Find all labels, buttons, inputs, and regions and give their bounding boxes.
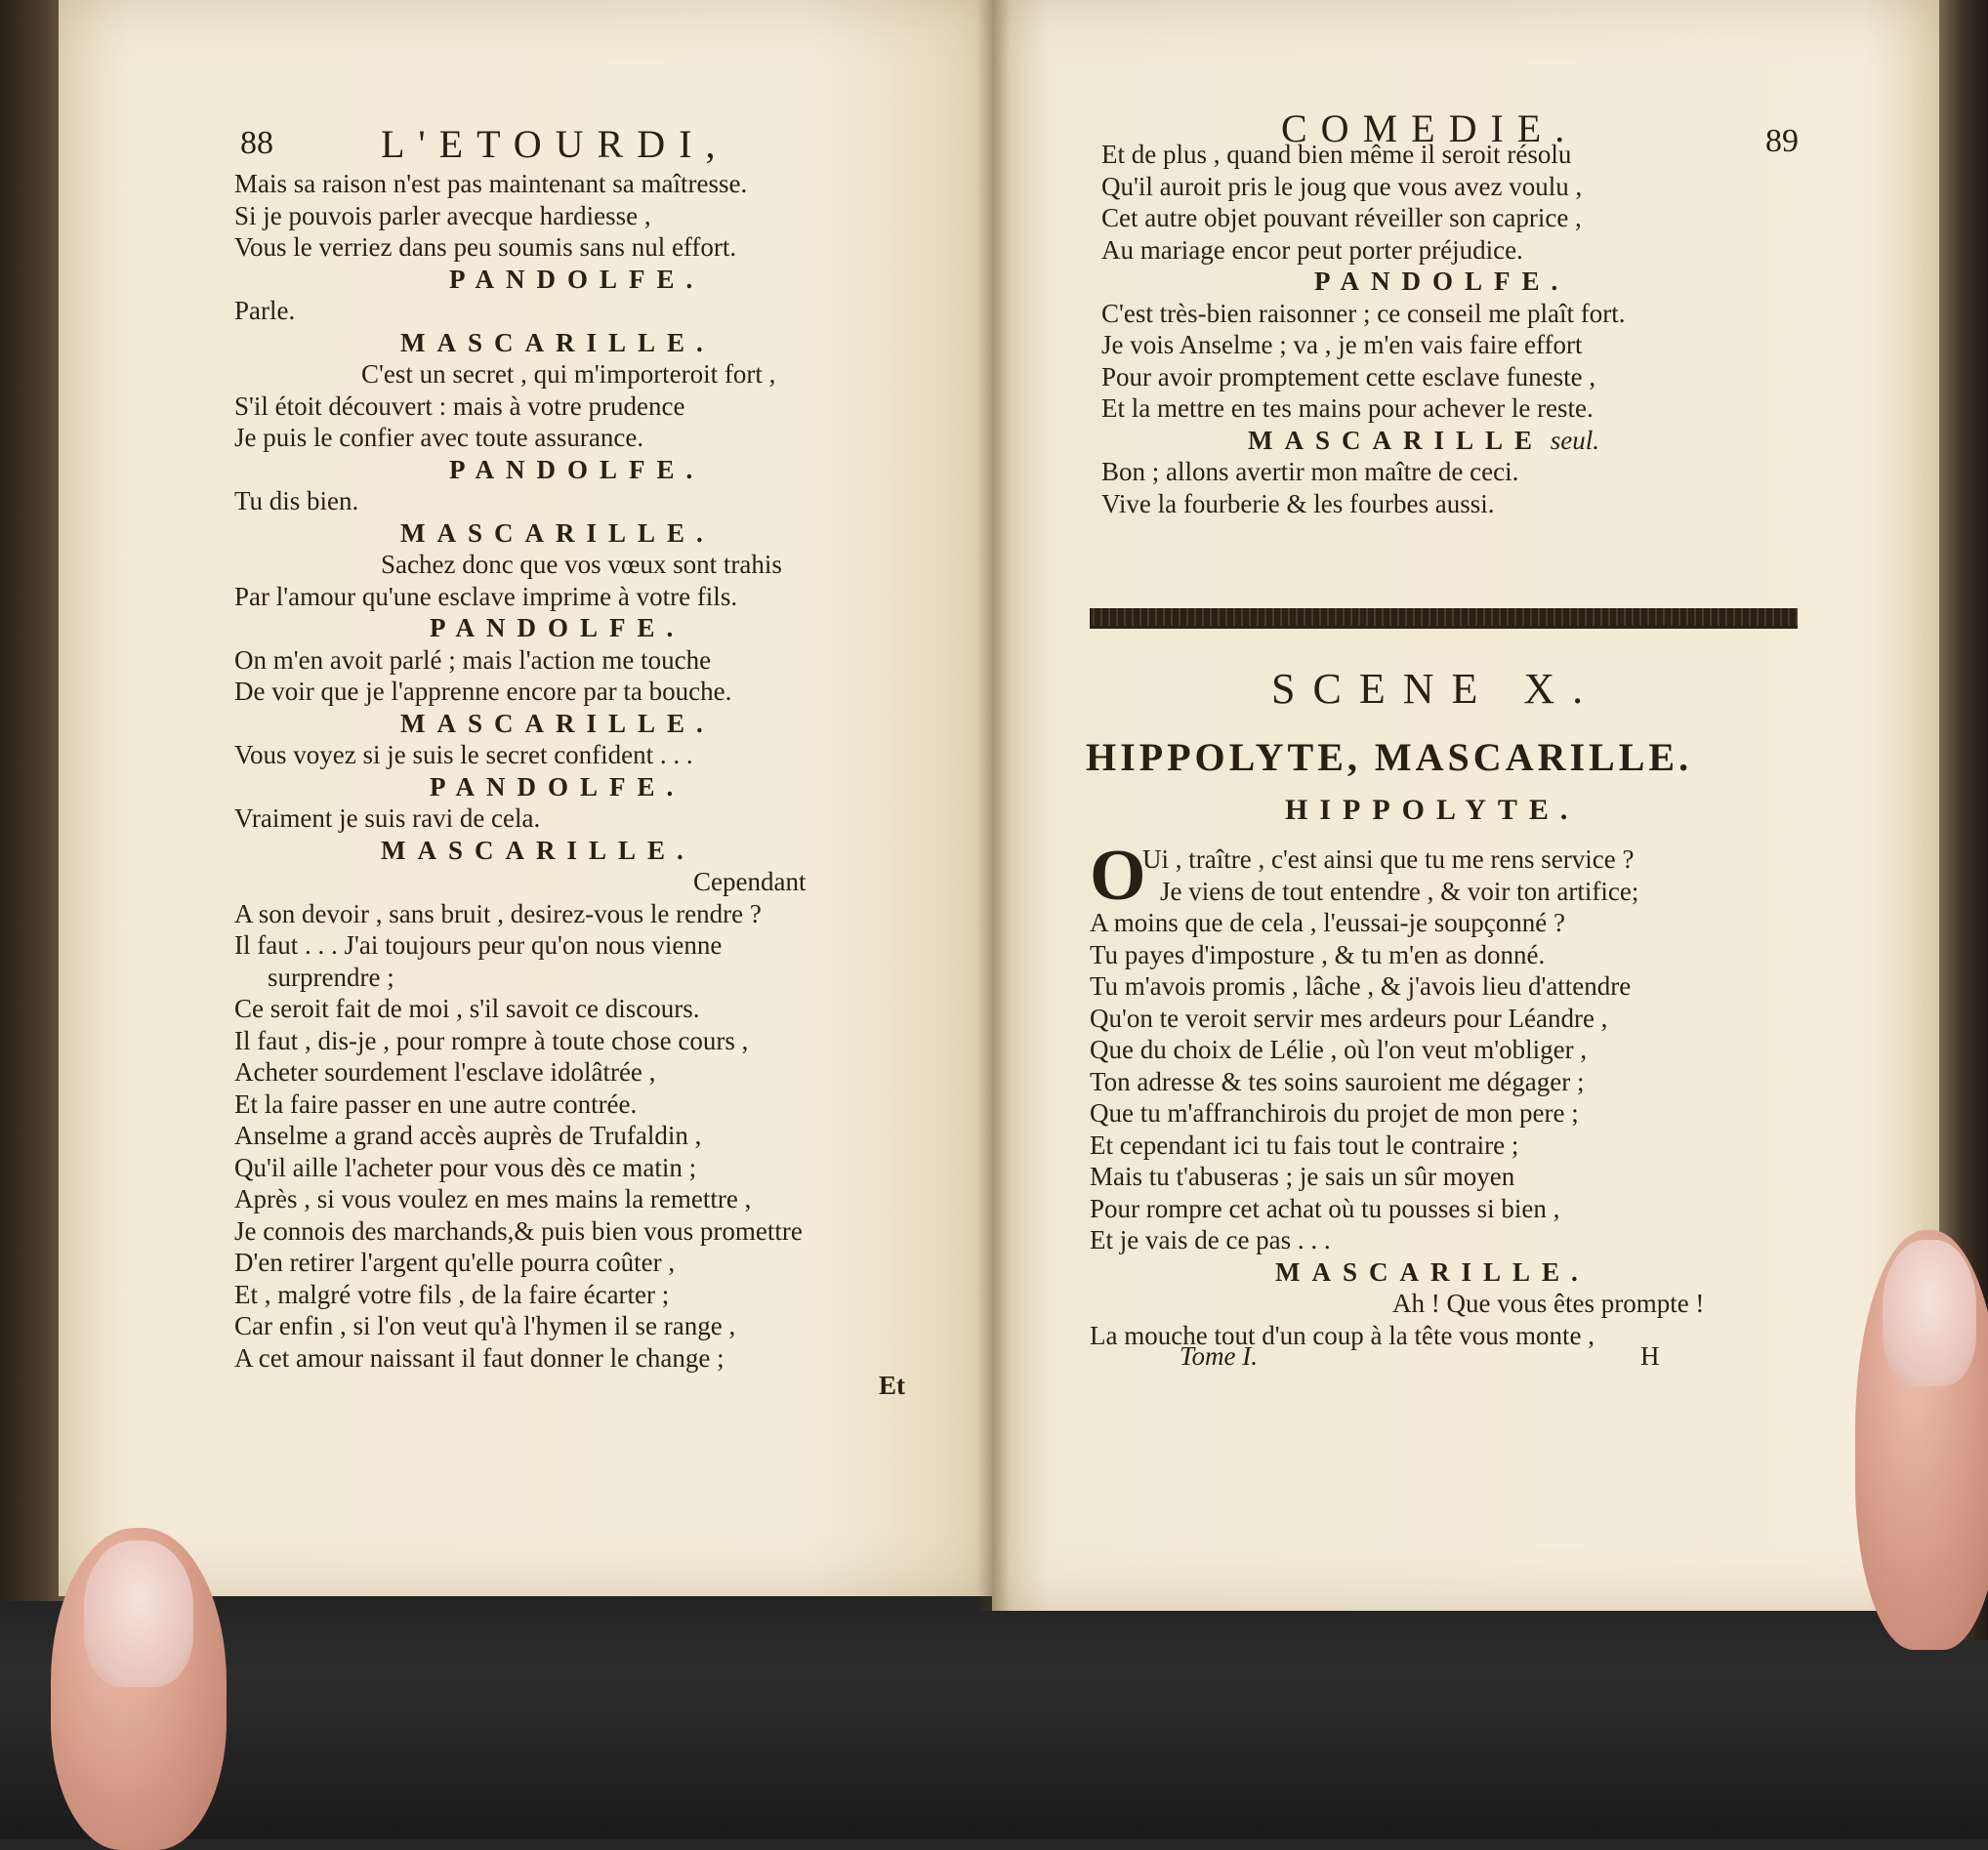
verse-line: Pour avoir promptement cette esclave funeste , bbox=[1101, 361, 1596, 391]
verse-line: C'est un secret , qui m'importeroit fort , bbox=[361, 359, 776, 389]
speaker-name: HIPPOLYTE. bbox=[1285, 794, 1580, 826]
signature-mark: H bbox=[1640, 1341, 1660, 1371]
verse-line: Je viens de tout entendre , & voir ton artifice; bbox=[1160, 876, 1639, 906]
verse-line: A cet amour naissant il faut donner le change ; bbox=[234, 1342, 725, 1373]
verse-line: Je connois des marchands,& puis bien vous promettre bbox=[234, 1215, 803, 1246]
verse-line: Qu'il aille l'acheter pour vous dès ce matin ; bbox=[234, 1152, 697, 1182]
verse-line: Acheter sourdement l'esclave idolâtrée , bbox=[234, 1057, 656, 1087]
verse-line: Et de plus , quand bien même il seroit résolu bbox=[1101, 140, 1572, 169]
scene-title: SCENE X. bbox=[1271, 665, 1601, 713]
verse-line: Tu m'avois promis , lâche , & j'avois lieu d'attendre bbox=[1090, 971, 1632, 1001]
verse-line: S'il étoit découvert : mais à votre prudence bbox=[234, 391, 685, 421]
verse-line: Après , si vous voulez en mes mains la remettre , bbox=[234, 1184, 752, 1213]
speaker-name: MASCARILLE. bbox=[400, 708, 715, 738]
speaker-name: PANDOLFE. bbox=[449, 454, 705, 484]
speaker-name: MASCARILLE. bbox=[400, 517, 715, 548]
verse-line: Ah ! Que vous êtes prompte ! bbox=[1392, 1289, 1705, 1318]
right-page-scene-text bbox=[1090, 843, 1910, 1351]
verse-line: Je puis le confier avec toute assurance. bbox=[234, 423, 644, 452]
verse-line: Vous voyez si je suis le secret confident . . . bbox=[234, 740, 693, 769]
verse-line: Vraiment je suis ravi de cela. bbox=[234, 803, 541, 833]
right-page-text-top bbox=[1101, 139, 1902, 519]
verse-line: Tu dis bien. bbox=[234, 486, 359, 515]
verse-line: Je vois Anselme ; va , je m'en vais faire effort bbox=[1101, 330, 1583, 359]
left-thumbnail bbox=[84, 1541, 193, 1687]
verse-line: Pour rompre cet achat où tu pousses si bien , bbox=[1090, 1193, 1560, 1223]
verse-line: Au mariage encor peut porter préjudice. bbox=[1101, 234, 1523, 265]
verse-line: De voir que je l'apprenne encore par ta bouche. bbox=[234, 677, 732, 706]
speaker-name: PANDOLFE. bbox=[449, 264, 705, 294]
drop-cap: O bbox=[1090, 836, 1146, 916]
right-page bbox=[992, 0, 1939, 1611]
verse-line: Anselme a grand accès auprès de Trufaldin , bbox=[234, 1121, 702, 1150]
verse-line: Bon ; allons avertir mon maître de ceci. bbox=[1101, 457, 1519, 486]
verse-line: Tu payes d'imposture , & tu m'en as donné. bbox=[1090, 939, 1546, 969]
speaker-name: MASCARILLE. bbox=[1275, 1256, 1590, 1287]
book-gutter bbox=[976, 0, 1010, 1611]
verse-line: D'en retirer l'argent qu'elle pourra coûter , bbox=[234, 1248, 676, 1277]
verse-line: Mais sa raison n'est pas maintenant sa maîtresse. bbox=[234, 169, 748, 198]
left-page bbox=[59, 0, 992, 1596]
speaker-name: PANDOLFE. bbox=[1314, 267, 1570, 296]
verse-line: Ton adresse & tes soins sauroient me dégager ; bbox=[1090, 1066, 1585, 1096]
scene-persons: HIPPOLYTE, MASCARILLE. bbox=[1086, 735, 1693, 779]
verse-line: Et je vais de ce pas . . . bbox=[1090, 1225, 1331, 1254]
right-page-number: 89 bbox=[1765, 123, 1799, 159]
verse-line: Car enfin , si l'on veut qu'à l'hymen il se range , bbox=[234, 1311, 736, 1340]
verse-line: Cependant bbox=[693, 867, 807, 896]
speaker-name: MASCARILLE. bbox=[381, 835, 695, 865]
verse-line: Qu'on te veroit servir mes ardeurs pour Léandre , bbox=[1090, 1003, 1608, 1033]
left-page-text bbox=[234, 168, 976, 1374]
verse-line: Et , malgré votre fils , de la faire écarter ; bbox=[234, 1279, 670, 1309]
verse-line: Mais tu t'abuseras ; je sais un sûr moyen bbox=[1090, 1162, 1515, 1191]
verse-line: Parle. bbox=[234, 296, 296, 325]
verse-line: Que du choix de Lélie , où l'on veut m'obliger , bbox=[1090, 1035, 1588, 1064]
speaker-name: MASCARILLE. bbox=[400, 327, 715, 357]
speaker-name: MASCARILLE bbox=[1248, 425, 1545, 455]
verse-line: Il faut . . . J'ai toujours peur qu'on nous vienne bbox=[234, 930, 723, 960]
verse-line: A moins que de cela , l'eussai-je soupçonné ? bbox=[1090, 908, 1565, 937]
verse-line: Vive la fourberie & les fourbes aussi. bbox=[1101, 488, 1495, 518]
verse-line: Par l'amour qu'une esclave imprime à votre fils. bbox=[234, 581, 738, 611]
left-page-number: 88 bbox=[240, 125, 273, 161]
verse-line: C'est très-bien raisonner ; ce conseil me plaît fort. bbox=[1101, 298, 1626, 328]
verse-line: Qu'il auroit pris le joug que vous avez voulu , bbox=[1101, 171, 1583, 201]
verse-line: Que tu m'affranchirois du projet de mon pere ; bbox=[1090, 1098, 1579, 1128]
verse-line: Et la mettre en tes mains pour achever le reste. bbox=[1101, 393, 1594, 423]
verse-line: A son devoir , sans bruit , desirez-vous le rendre ? bbox=[234, 898, 762, 928]
verse-line: Cet autre objet pouvant réveiller son caprice , bbox=[1101, 203, 1582, 232]
ornamental-rule bbox=[1090, 608, 1798, 629]
verse-line: On m'en avoit parlé ; mais l'action me touche bbox=[234, 644, 712, 675]
verse-line: Et cependant ici tu fais tout le contraire ; bbox=[1090, 1130, 1519, 1160]
catchword: Et bbox=[879, 1371, 905, 1400]
verse-line: La mouche tout d'un coup à la tête vous monte , bbox=[1090, 1320, 1595, 1350]
verse-line: Vous le verriez dans peu soumis sans nul effort. bbox=[234, 232, 737, 262]
verse-line: Sachez donc que vos vœux sont trahis bbox=[381, 550, 782, 579]
stage-direction: seul. bbox=[1550, 425, 1600, 455]
verse-line: Ce seroit fait de moi , s'il savoit ce discours. bbox=[234, 994, 700, 1023]
speaker-name: PANDOLFE. bbox=[430, 771, 685, 802]
verse-line: Il faut , dis-je , pour rompre à toute chose cours , bbox=[234, 1025, 749, 1055]
right-thumbnail bbox=[1883, 1240, 1976, 1386]
verse-line: Si je pouvois parler avecque hardiesse , bbox=[234, 200, 651, 230]
right-running-head: COMEDIE. bbox=[1281, 106, 1579, 150]
speaker-name: PANDOLFE. bbox=[430, 613, 685, 642]
verse-line: Ui , traître , c'est ainsi que tu me rens service ? bbox=[1142, 844, 1635, 874]
left-running-head: L'ETOURDI, bbox=[381, 122, 729, 166]
signature-volume: Tome I. bbox=[1180, 1341, 1259, 1371]
verse-line: Et la faire passer en une autre contrée. bbox=[234, 1089, 638, 1119]
verse-line: surprendre ; bbox=[268, 962, 394, 992]
